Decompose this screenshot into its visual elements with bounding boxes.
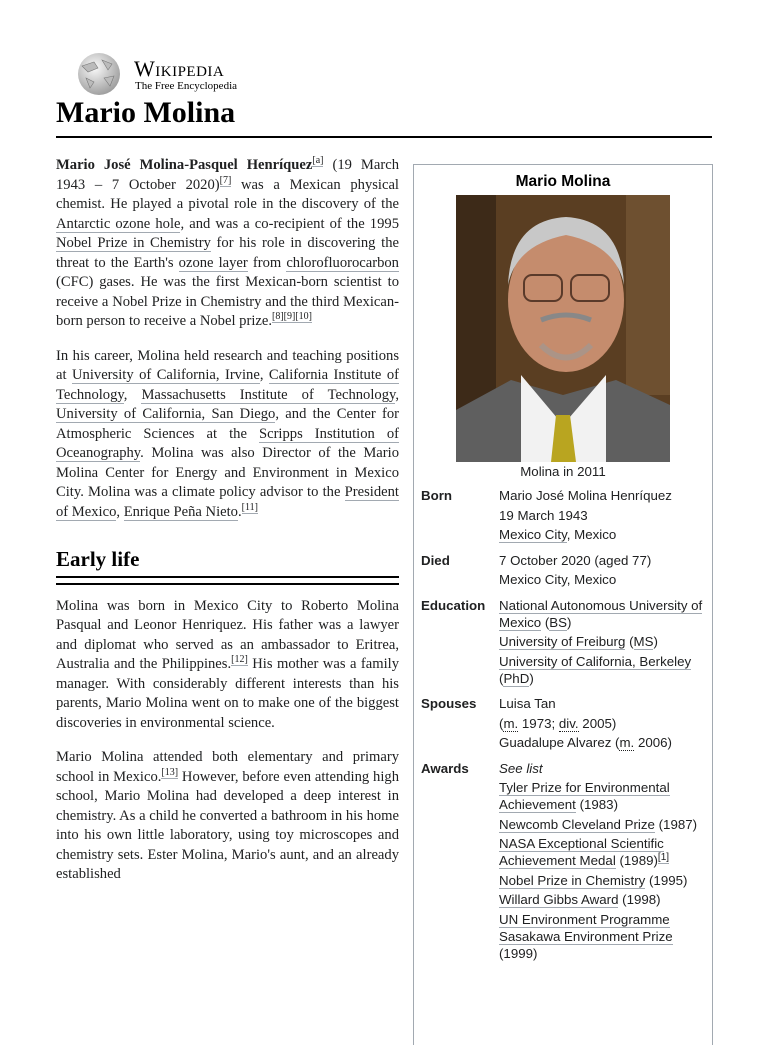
infobox-value: [499, 552, 707, 591]
text: In his career, Molina held research and teaching positions at: [56, 347, 399, 383]
citation: [658, 852, 669, 864]
article-link[interactable]: Massachusetts Institute of Technology: [141, 386, 396, 403]
early-life-paragraph: [56, 597, 399, 734]
infobox-value-line: [499, 487, 707, 504]
text: ): [529, 670, 534, 686]
text: . Molina was also Director of the Mario Molina Center for Energy and Environment in Mexico City. Molina was a climate policy advisor to the: [56, 445, 399, 500]
text: 19 March 1943: [499, 507, 588, 523]
infobox-value-line: [499, 891, 707, 908]
text: (: [499, 670, 504, 686]
infobox-value: [499, 597, 707, 690]
infobox-value: [499, 487, 707, 546]
text: Mario Molina attended both elementary and primary school in Mexico.: [56, 749, 399, 785]
section-heading-early-life: Early life: [56, 550, 399, 578]
infobox-value-line: [499, 816, 707, 833]
infobox-value-line: [499, 633, 707, 650]
citation-link[interactable]: [7]: [219, 174, 232, 186]
text: 2006): [634, 735, 672, 750]
citation-link[interactable]: [12]: [231, 654, 248, 666]
text: for his role in discovering the threat to the Earth's: [56, 235, 399, 271]
text: However, before even attending high school, Mario Molina had developed a deep interest in chemistry. As a child he converted a bathroom in his home into his own little laboratory, using toy microscopes and chemistry sets. Ester Molina, Mario's aunt, and an already established: [56, 768, 399, 882]
text: , and was a co-recipient of the 1995: [180, 215, 399, 232]
text: Mario José Molina Henríquez: [499, 488, 672, 503]
infobox-value-line: [499, 779, 707, 813]
infobox-row-education: [421, 597, 707, 690]
text: Luisa Tan: [499, 696, 556, 711]
wikipedia-globe-icon: [74, 52, 124, 96]
text: (: [625, 634, 634, 649]
article-body: [56, 156, 399, 900]
article-link[interactable]: Antarctic ozone hole: [56, 215, 181, 232]
text: His mother was a family manager. With considerably different interests than his parents, Mario Molina went on to make one of the biggest discoveries in environmental science.: [56, 656, 399, 731]
wikipedia-tagline: The Free Encyclopedia: [135, 80, 238, 92]
infobox-value-line: [499, 653, 707, 687]
text: was a Mexican physical chemist. He played a pivotal role in the discovery of the: [56, 176, 399, 212]
text: (1989): [615, 853, 658, 868]
infobox-value-line: [499, 872, 707, 889]
infobox-value: [499, 695, 707, 754]
infobox-value-line: [499, 526, 707, 543]
text: 1973;: [518, 715, 559, 731]
article-link[interactable]: University of Freiburg: [499, 634, 626, 649]
citation: [242, 502, 258, 514]
text: Molina was born in Mexico City to Roberto Molina Pasqual and Leonor Henriquez. His father was a lawyer and diplomat who served as an ambassador to Eritrea, Australia and the Philippines.: [56, 597, 399, 672]
text: ,: [116, 503, 124, 520]
text: ,: [259, 367, 269, 383]
citation: [161, 767, 178, 779]
article-link[interactable]: ozone layer: [178, 254, 248, 271]
text: (: [499, 715, 504, 731]
citation: [220, 175, 232, 187]
article-link[interactable]: PhD: [503, 670, 530, 686]
citation-link[interactable]: [11]: [241, 501, 258, 513]
text: Mexico City, Mexico: [499, 572, 617, 587]
infobox-value-line: [499, 760, 707, 777]
see-list-link[interactable]: See list: [499, 760, 543, 776]
infobox-value-line: [499, 507, 707, 524]
infobox-label: Awards: [421, 760, 469, 776]
infobox-label: Spouses: [421, 696, 477, 711]
article-link[interactable]: University of California, Irvine: [72, 367, 260, 383]
text: 2005): [578, 715, 617, 731]
infobox-value-line: [499, 552, 707, 569]
infobox-label: Education: [421, 597, 486, 613]
infobox-value: [499, 760, 707, 965]
text: , Mexico: [566, 527, 617, 542]
article-link[interactable]: Scripps Institution of Oceanography: [56, 425, 399, 461]
article-link[interactable]: University of California, Berkeley: [499, 653, 692, 669]
wikipedia-wordmark: Wikipedia: [134, 56, 225, 81]
infobox-value-line: [499, 715, 707, 732]
citation-link[interactable]: [8][9][10]: [271, 311, 312, 323]
abbreviation[interactable]: m.: [619, 735, 635, 750]
citation-link[interactable]: [1]: [657, 851, 670, 863]
citation: [231, 654, 248, 666]
bold-name: Mario José Molina-Pasquel Henríquez: [56, 157, 313, 173]
infobox-value-line: [499, 835, 707, 869]
infobox-row-awards: [421, 760, 707, 965]
text: ): [567, 614, 572, 630]
text: (1983): [575, 797, 619, 812]
article-link[interactable]: California Institute of Technology: [56, 367, 399, 403]
article-link[interactable]: Nobel Prize in Chemistry: [56, 235, 211, 251]
abbreviation[interactable]: div.: [558, 715, 579, 731]
text: (1995): [645, 872, 688, 888]
infobox-value-line: [499, 695, 707, 712]
article-link[interactable]: BS: [549, 614, 567, 630]
article-link[interactable]: Mexico City: [499, 527, 567, 542]
article-link[interactable]: Newcomb Cleveland Prize: [499, 816, 655, 832]
infobox-row-born: [421, 487, 707, 546]
infobox-title: Mario Molina: [515, 173, 611, 190]
text: ,: [123, 386, 142, 403]
infobox-row-died: [421, 552, 707, 591]
citation: [272, 311, 312, 323]
article-link[interactable]: NASA Exceptional Scientific Achievement Medal: [499, 836, 664, 868]
text: (1987): [654, 816, 698, 832]
infobox: [413, 164, 713, 1045]
infobox-label: Died: [421, 552, 450, 568]
infobox-value-line: [499, 734, 707, 751]
infobox-value-line: [499, 911, 707, 962]
article-link[interactable]: Enrique Peña Nieto: [123, 503, 238, 520]
text: ): [653, 634, 658, 649]
text: Guadalupe Alvarez (: [499, 735, 620, 750]
article-link[interactable]: Willard Gibbs Award: [499, 892, 619, 907]
text: 7 October 2020 (aged 77): [499, 552, 652, 568]
infobox-row-spouses: [421, 695, 707, 754]
article-link[interactable]: Nobel Prize in Chemistry: [499, 872, 646, 888]
citation-link[interactable]: [a]: [312, 155, 324, 167]
citation-link[interactable]: [13]: [161, 766, 179, 778]
title-divider: [56, 136, 712, 138]
text: .: [237, 503, 242, 520]
infobox-rows: [421, 487, 707, 970]
early-life-paragraph: [56, 748, 399, 885]
wikipedia-logo[interactable]: [74, 52, 254, 98]
citation: [312, 155, 323, 167]
text: ,: [395, 386, 400, 403]
article-link[interactable]: UN Environment Programme Sasakawa Environment Prize: [499, 911, 673, 944]
text: (19 March 1943 – 7 October 2020): [56, 157, 399, 193]
text: (1999): [499, 945, 538, 961]
text: (1998): [618, 892, 661, 907]
page-title: Mario Molina: [56, 96, 236, 129]
infobox-value-line: [499, 597, 707, 631]
text: , and the Center for Atmospheric Sciences at the: [56, 406, 400, 442]
intro-paragraph: [56, 347, 399, 523]
infobox-label: Born: [421, 488, 453, 503]
article-link[interactable]: chlorofluorocarbon: [286, 254, 399, 271]
photo-caption: Molina in 2011: [520, 464, 606, 479]
article-link[interactable]: National Autonomous University of Mexico: [499, 597, 703, 630]
portrait-photo[interactable]: [456, 195, 670, 462]
text: (CFC) gases. He was the first Mexican-born scientist to receive a Nobel Prize in Chemistry and the third Mexican-born person to receive a Nobel prize.: [56, 274, 399, 329]
article-link[interactable]: University of California, San Diego: [56, 406, 276, 422]
text: (: [541, 614, 550, 630]
infobox-value-line: [499, 571, 707, 588]
article-link[interactable]: Tyler Prize for Environmental Achievement: [499, 780, 670, 812]
article-link[interactable]: MS: [633, 634, 654, 649]
section-divider: [56, 583, 399, 585]
text: from: [247, 254, 287, 271]
abbreviation[interactable]: m.: [503, 715, 519, 731]
intro-paragraph: [56, 156, 399, 332]
article-link[interactable]: President of Mexico: [56, 484, 399, 520]
